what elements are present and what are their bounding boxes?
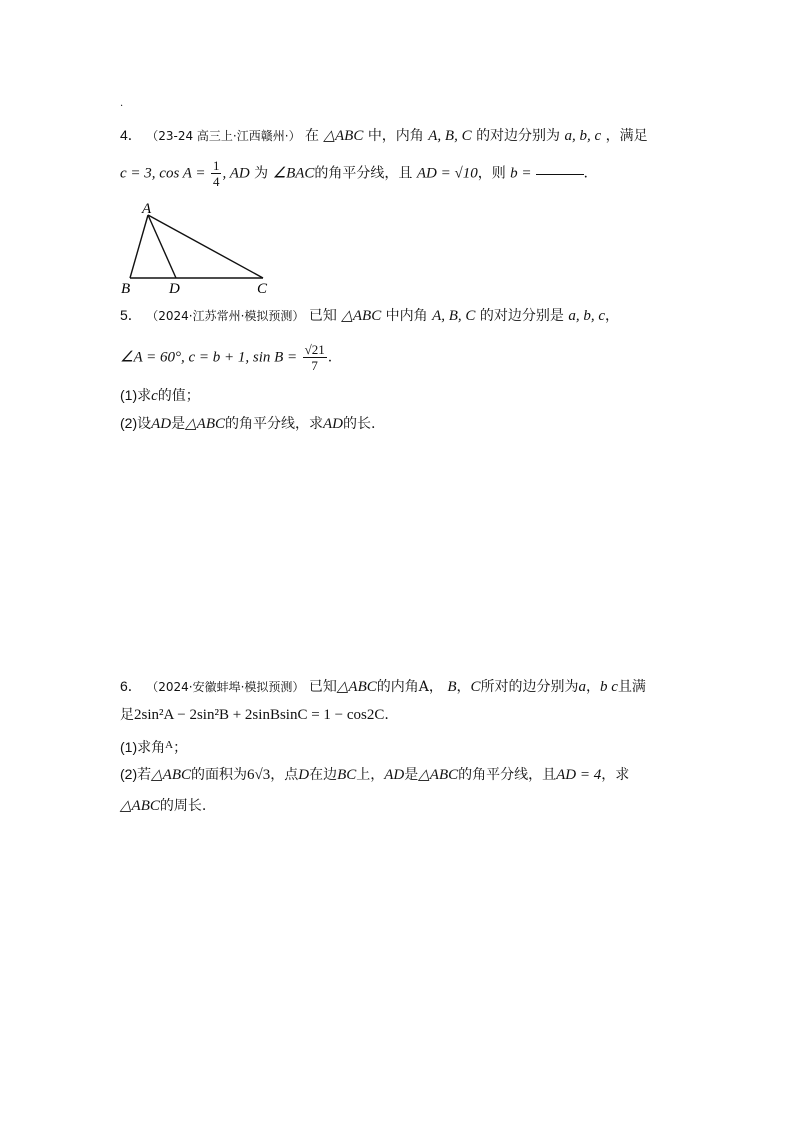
problem-5-question-1 [120,385,200,406]
problem-4-line-2 [120,158,588,189]
text: 在边 [309,767,338,783]
text: . [327,349,333,366]
conditions-math: ∠A = 60°, c = b + 1, sin B = [120,349,298,366]
triangle-symbol: △ABC [418,767,459,783]
var-b: B [447,679,457,695]
answer-blank[interactable] [536,174,584,175]
angles-math: A, B, C [428,128,472,144]
fraction-denominator: 7 [311,358,318,373]
problem-6-question-2-cont [120,796,206,816]
problem-source: （2024·安徽蚌埠·模拟预测） [146,680,305,694]
text: 上， [356,767,385,783]
fraction-one-quarter [211,158,222,189]
text: 已知 [308,308,337,324]
problem-5-question-2 [120,413,375,434]
label-b: B [121,281,131,295]
problem-number: 5． [120,307,142,323]
text: ，满足 [605,128,648,144]
text: 的角平分线，求 [225,416,323,432]
problem-6-line-1 [120,676,646,697]
text: 的角平分线，且 [314,165,413,182]
triangle-symbol: △ABC [185,416,225,432]
area-value: 6√3 [247,767,271,783]
text: ， [586,679,601,695]
text: 的面积为 [191,767,247,783]
problem-source: （2024·江苏常州·模拟预测） [146,309,305,323]
var-c: c [151,388,158,404]
text: 的周长. [159,798,207,814]
side-ac [148,215,263,278]
text: 的值； [157,388,200,404]
var-d: D [298,767,310,783]
text: 是 [404,767,419,783]
text: (2)设 [120,415,152,431]
triangle-symbol: △ABC [336,679,377,695]
text: 的对边分别是 [479,308,564,324]
text: 中内角 [385,308,428,324]
problem-5-line-2 [120,342,332,373]
sides-math: a, b, c [568,308,606,324]
ad-math: AD [323,416,343,432]
var-a: a [578,679,587,695]
text: 是 [171,416,186,432]
fraction-sqrt21-over-7 [303,342,327,373]
text: 在 [305,128,320,144]
text: 的长. [343,416,376,432]
text: . [384,707,389,723]
fraction-denominator: 4 [212,174,220,189]
text: ， [456,679,471,695]
text: 已知 [308,679,337,695]
triangle-symbol: △ABC [151,767,191,783]
bisector-ad [148,215,176,278]
text: ， [605,308,620,324]
text: 的对边分别为 [476,128,561,144]
angles-math: A, B, C [432,308,476,324]
text: ，则 [477,165,506,182]
sides-math: a, b, c [564,128,602,144]
var-bc: b c [600,679,618,695]
text: 的内角A， [376,679,443,695]
var-c: C [470,679,481,695]
problem-4-line-1 [120,125,648,146]
ad-math: , AD [222,165,250,182]
fraction-numerator: 1 [212,158,220,173]
text: 所对的边分别为 [480,679,579,695]
triangle-figure [118,200,278,295]
text: ，点 [270,767,299,783]
trig-equation: 2sin²A − 2sin²B + 2sinBsinC = 1 − cos2C [134,707,385,723]
triangle-symbol: △ABC [341,308,382,324]
ad-value: AD = 4 [556,767,602,783]
problem-6-line-2 [120,705,389,725]
c-cos-math: c = 3, cos A = [120,165,206,182]
text: (1)求角 [120,739,166,755]
label-d: D [169,281,180,295]
text: ，求 [601,767,630,783]
side-bc: BC [337,767,357,783]
text: 且满 [617,679,646,695]
top-mark: . [120,98,124,109]
label-a: A [142,201,152,217]
problem-6-question-2 [120,764,629,785]
ad-math: AD [384,767,405,783]
problem-number: 4． [120,127,142,143]
label-c: C [257,281,268,295]
problem-5-line-1 [120,305,619,326]
fraction-numerator: √21 [304,342,325,357]
var-a-angle: A [165,739,174,751]
text: (1)求 [120,387,152,403]
text: 中，内角 [367,128,424,144]
text: ； [173,740,188,756]
b-eq-math: b = [510,165,532,182]
text: 的角平分线，且 [458,767,557,783]
ad-math: AD [151,416,172,432]
triangle-symbol: △ABC [323,128,364,144]
angle-bac-math: ∠BAC [272,165,315,182]
text: 足 [120,707,134,723]
side-ab [130,215,148,278]
text: 为 [254,165,269,182]
problem-number: 6． [120,678,142,694]
text: (2)若 [120,766,152,782]
problem-source: （23-24 高三上·江西赣州·） [146,129,301,143]
ad-value-math: AD = √10 [416,165,478,182]
triangle-symbol: △ABC [120,798,160,814]
text: . [583,165,588,182]
problem-6-question-1 [120,735,187,758]
